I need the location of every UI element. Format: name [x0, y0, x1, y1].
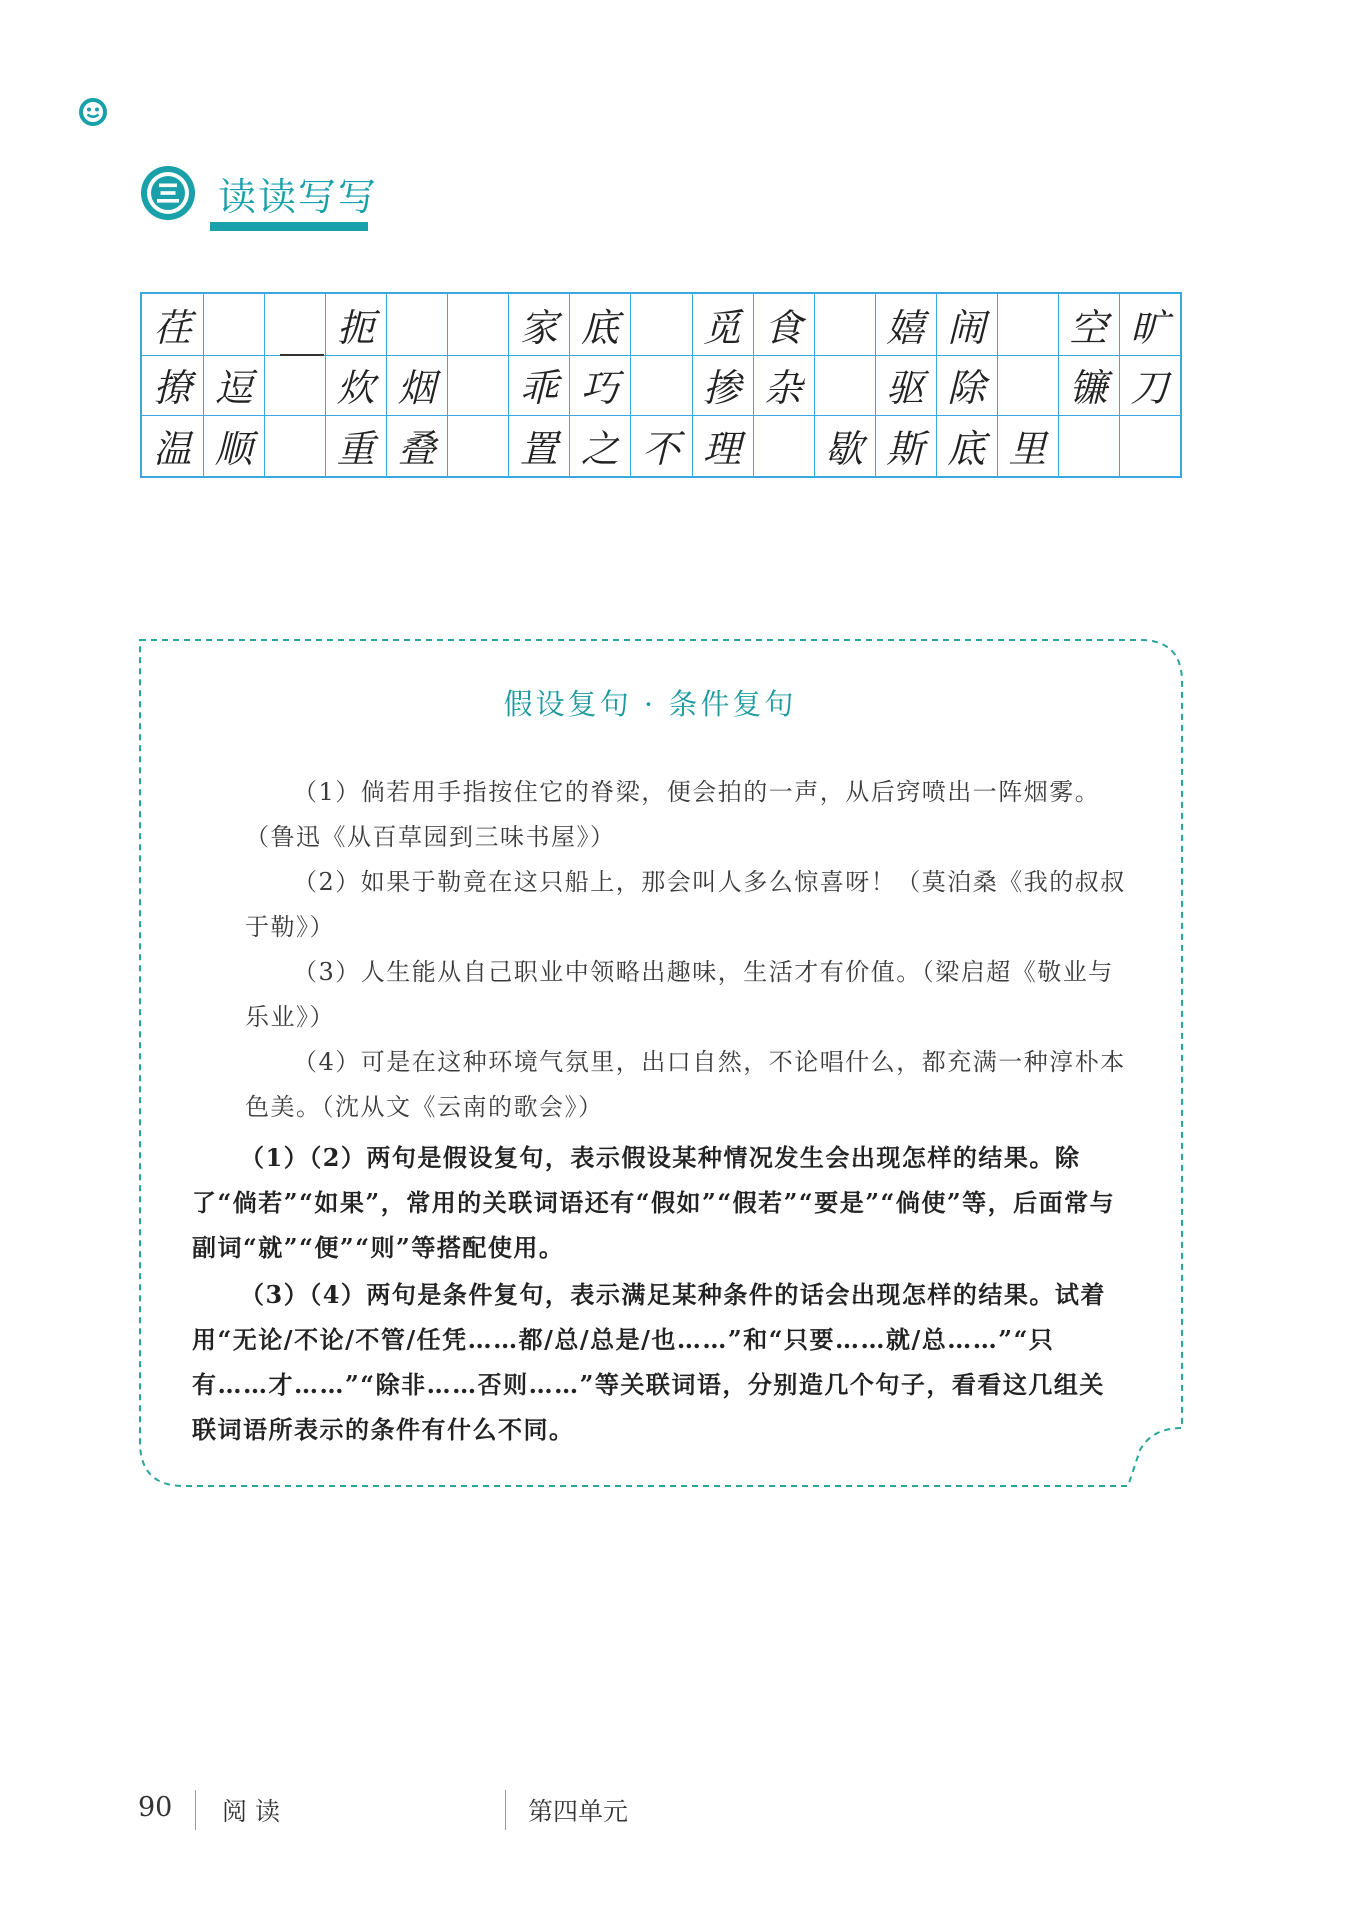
grid-cell	[997, 294, 1058, 355]
grid-cell: 乖	[519, 366, 558, 411]
grid-cell: 除	[947, 366, 986, 411]
grid-cell	[630, 294, 691, 355]
footer-divider	[195, 1790, 196, 1830]
grid-cell: 镰	[1069, 366, 1108, 411]
grid-cell	[447, 294, 508, 355]
grid-cell: 温	[153, 427, 192, 472]
grammar-box-title: 假设复句 · 条件复句	[503, 687, 797, 721]
grid-cell: 荏	[153, 305, 192, 350]
grid-cell	[447, 355, 508, 416]
grid-cell	[203, 294, 264, 355]
grid-cell: 驱	[886, 366, 925, 411]
grid-cell	[630, 355, 691, 416]
grid-cell: 掺	[703, 366, 742, 411]
grid-cell: 斯	[886, 427, 925, 472]
grid-cell: 之	[580, 427, 619, 472]
example-sentence-4: （4）可是在这种环境气氛里，出口自然，不论唱什么，都充满一种淳朴本色美。（沈从文《云南的歌会》）	[245, 1048, 1126, 1121]
grid-cell	[1058, 415, 1119, 476]
grid-cell: 杂	[764, 366, 803, 411]
grid-cell	[264, 415, 325, 476]
grid-cell: 不	[641, 427, 680, 472]
grid-cell: 嬉	[886, 305, 925, 350]
title-underline	[210, 222, 368, 231]
grid-cell: 空	[1069, 305, 1108, 350]
grid-cell	[814, 294, 875, 355]
grid-cell: 刀	[1130, 366, 1169, 411]
grid-cell: 逗	[214, 366, 253, 411]
example-sentence-2: （2）如果于勒竟在这只船上，那会叫人多么惊喜呀！（莫泊桑《我的叔叔于勒》）	[245, 868, 1126, 941]
hypothetical-explanation: （1）（2）两句是假设复句，表示假设某种情况发生会出现怎样的结果。除了“倘若”“如果”，常用的关联词语还有“假如”“假若”“要是”“倘使”等，后面常与副词“就”“便”“则”等搭配使用。	[192, 1143, 1116, 1262]
example-sentence-1: （1）倘若用手指按住它的脊梁，便会拍的一声，从后窍喷出一阵烟雾。（鲁迅《从百草园到三味书屋》）	[245, 778, 1101, 851]
conditional-explanation: （3）（4）两句是条件复句，表示满足某种条件的话会出现怎样的结果。试着用“无论/不论/不管/任凭……都/总/总是/也……”和“只要……就/总……”“只有……才……”“除非……否则……”等关联词语，分别造几个句子，看看这几组关联词语所表示的条件有什么不同。	[192, 1280, 1106, 1444]
grid-cell: 里	[1008, 427, 1047, 472]
section-number-badge	[140, 165, 196, 221]
grid-cell: 底	[947, 427, 986, 472]
section-title: 读读写写	[218, 175, 379, 219]
grid-cell	[447, 415, 508, 476]
grid-cell	[814, 355, 875, 416]
grid-cell: 重	[336, 427, 375, 472]
grid-cell	[997, 355, 1058, 416]
smiley-icon	[78, 97, 108, 127]
grid-cell: 置	[519, 427, 558, 472]
grid-cell: 家	[519, 305, 558, 350]
grid-cell: 巧	[580, 366, 619, 411]
grid-dash-mark	[280, 354, 324, 356]
grid-cell: 旷	[1130, 305, 1169, 350]
footer-divider	[505, 1790, 506, 1830]
grid-cell: 理	[703, 427, 742, 472]
grid-cell: 炊	[336, 366, 375, 411]
grid-cell	[753, 415, 814, 476]
grid-cell: 底	[580, 305, 619, 350]
grid-cell	[264, 355, 325, 416]
grid-cell: 歇	[825, 427, 864, 472]
grid-cell	[1119, 415, 1180, 476]
example-sentence-3: （3）人生能从自己职业中领略出趣味，生活才有价值。（梁启超《敬业与乐业》）	[245, 958, 1114, 1031]
grid-cell	[264, 294, 325, 355]
grid-cell: 扼	[336, 305, 375, 350]
grid-cell: 闹	[947, 305, 986, 350]
grid-cell: 撩	[153, 366, 192, 411]
grid-cell: 食	[764, 305, 803, 350]
footer-unit-label: 第四单元	[528, 1797, 629, 1826]
grid-cell: 烟	[397, 366, 436, 411]
grid-cell	[386, 294, 447, 355]
footer-section-label: 阅 读	[222, 1797, 280, 1826]
word-grid	[140, 292, 1182, 478]
page-number: 90	[138, 1792, 173, 1823]
grid-cell: 叠	[397, 427, 436, 472]
grid-cell: 顺	[214, 427, 253, 472]
grid-cell: 觅	[703, 305, 742, 350]
